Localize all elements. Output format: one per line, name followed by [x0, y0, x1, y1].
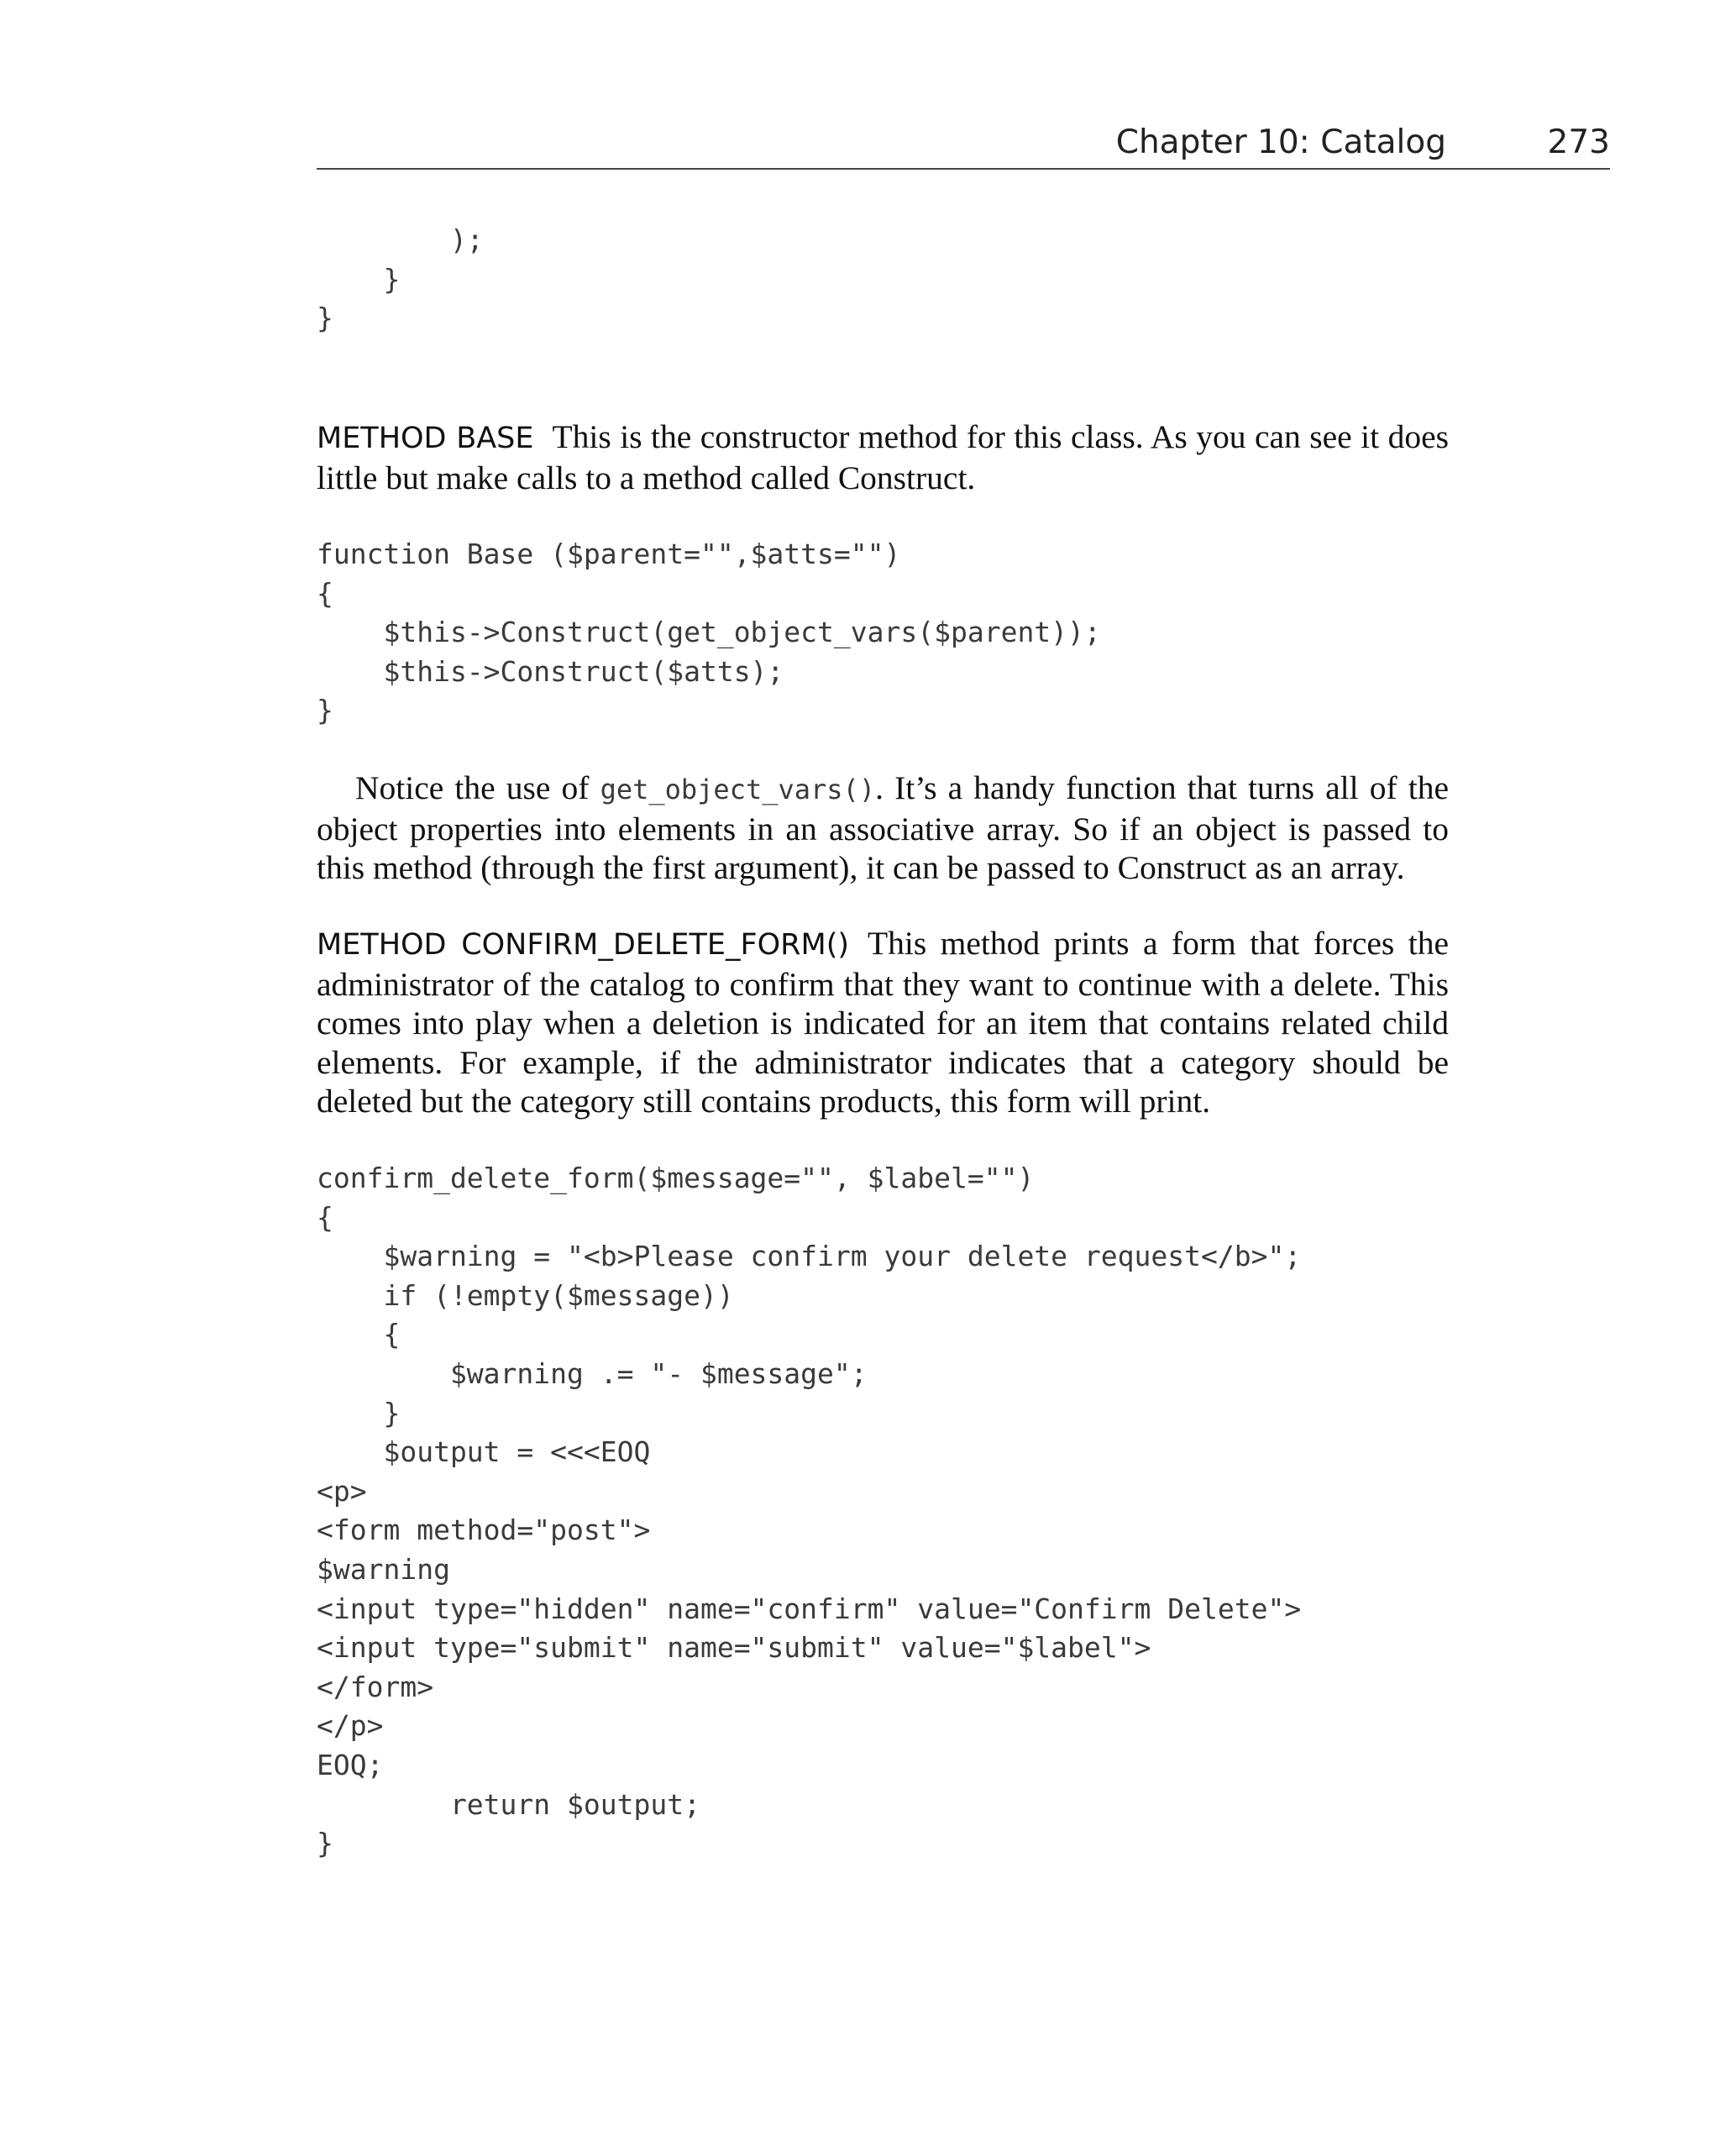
notice-paragraph — [317, 769, 1449, 888]
method-base-text: This is the constructor method for this class. As you can see it does little but make calls to a method called Construct. — [317, 418, 1450, 496]
inline-code-get-object-vars: get_object_vars() — [600, 774, 876, 805]
running-header — [317, 118, 1610, 170]
code-block-base: function Base ($parent="",$atts="") { $this->Construct(get_object_vars($parent)); $this->Construct($atts); } — [317, 538, 1101, 727]
method-confirm-text: This method prints a form that forces the administrator of the catalog to confirm that they want to continue with a delete. This comes into play when a deletion is indicated for an item that contains related child elements. For example, if the administrator indicates that a category should be deleted but the category still contains products, this form will print. — [317, 925, 1449, 1120]
notice-text-after: . It’s a handy function that turns all of the object properties into elements in an associative array. So if an object is passed to this method (through the first argument), it can be passed to Construct as an array. — [317, 769, 1450, 887]
method-base-label: METHOD BASE — [317, 422, 534, 455]
page-number: 273 — [1547, 123, 1610, 161]
code-block-confirm-delete-form: confirm_delete_form($message="", $label="") { $warning = "<b>Please confirm your delete request</b>"; if (!empty($message)) { $warning .= "- $message"; } $output = <<<EOQ <p> <form method="post"> $warning <input type="hidden" name="confirm" value="Confirm Delete"> <input type="submit" name="submit" value="$label"> </form> </p> EOQ; return $output; } — [317, 1162, 1302, 1860]
method-confirm-label: METHOD CONFIRM_DELETE_FORM() — [317, 928, 850, 962]
method-base-paragraph — [317, 417, 1449, 497]
chapter-title: Chapter 10: Catalog — [1115, 123, 1446, 161]
notice-text-before: Notice the use of — [355, 769, 600, 806]
method-confirm-paragraph — [317, 924, 1449, 1121]
code-block-closing: ); } } — [317, 223, 484, 335]
